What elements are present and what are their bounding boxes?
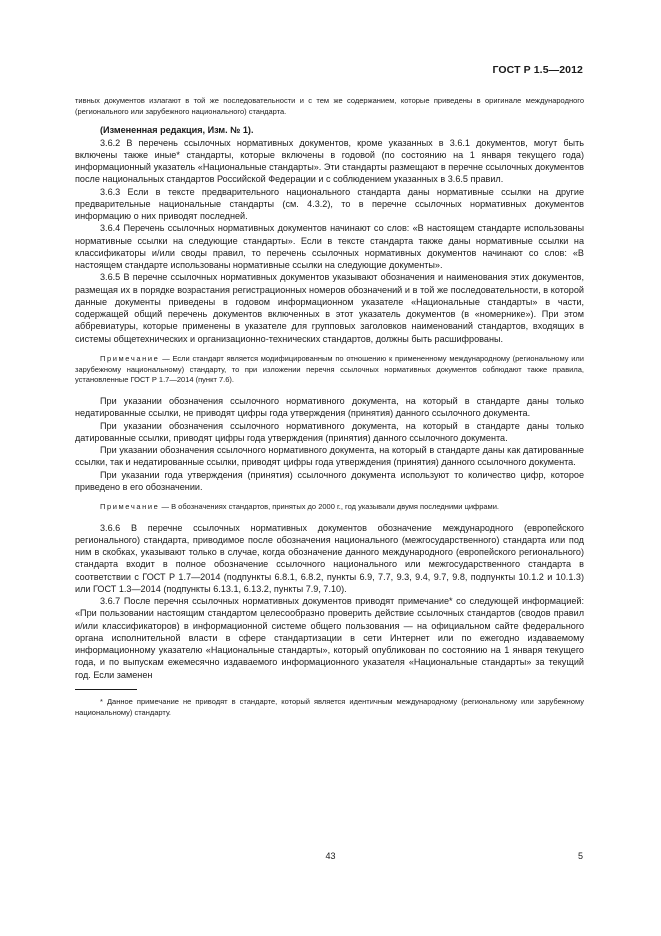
clause-3-6-2: 3.6.2 В перечень ссылочных нормативных документов, кроме указанных в 3.6.1 документов, могут быть включены также иные* стандарты, которые включены в годовой (по состоянию на 1 января текущего года) информационный указатель «Национальные стандарты». Эти стандарты размещают в перечне ссылочных документов после национальных стандартов Российской Федерации и с соблюдением указанных в 3.6.5 правил.: [75, 137, 584, 185]
note-modified-standard: [75, 354, 584, 386]
note-text: — Если стандарт является модифицированным по отношению к примененному международному (региональному или зарубежному национальному) стандарту, то при изложении перечня ссылочных нормативных документов соблюдают также правила, установленные ГОСТ Р 1.7—2014 (пункт 7.6).: [75, 353, 584, 385]
page-number-right: 5: [577, 851, 583, 861]
clause-3-6-7: 3.6.7 После перечня ссылочных нормативных документов приводят примечание* со следующей информацией: «При пользовании настоящим стандартом целесообразно проверить действие ссылочных стандартов (сводов правил и/или классификаторов) в информационной системе общего пользования — на официальном сайте федерального органа исполнительной власти в сфере стандартизации в сети Интернет или по ежегодно издаваемому информационному указателю «Национальные стандарты», который опубликован по состоянию на 1 января текущего года, и по выпускам ежемесячно издаваемого информационного указателя «Национальные стандарты» за текущий год. Если заменен: [75, 596, 584, 680]
paragraph-dated-refs: При указании обозначения ссылочного нормативного документа, на который в стандарте даны только датированные ссылки, приводят цифры года утверждения (принятия) данного ссылочного документа.: [75, 420, 584, 443]
footnote-divider: [75, 689, 137, 690]
clause-3-6-4: 3.6.4 Перечень ссылочных нормативных документов начинают со слов: «В настоящем стандарте использованы нормативные ссылки на следующие стандарты». Если в тексте стандарта также даны нормативные ссылки на классификаторы и/или своды правил, то перечень ссылочных нормативных документов начинают со слов: «В настоящем стандарте использованы нормативные ссылки на следующие документы».: [75, 223, 584, 271]
paragraph-continuation: тивных документов излагают в той же последовательности и с тем же содержанием, которые приведены в оригинале международного (регионального или зарубежного национального) стандарта.: [75, 96, 584, 116]
document-code: ГОСТ Р 1.5—2012: [492, 64, 583, 76]
note-text: — В обозначениях стандартов, принятых до 2000 г., год указывали двумя последними цифрами.: [161, 502, 499, 512]
footnote: * Данное примечание не приводят в стандарте, который является идентичным международному (региональному или зарубежному национальному) стандарту.: [75, 696, 584, 717]
main-text: [75, 96, 584, 718]
paragraph-undated-refs: При указании обозначения ссылочного нормативного документа, на который в стандарте даны только недатированные ссылки, не приводят цифры года утверждения (принятия) данного ссылочного документа.: [75, 396, 584, 419]
note-year-format: [75, 502, 584, 513]
clause-3-6-3: 3.6.3 Если в тексте предварительного национального стандарта даны нормативные ссылки на другие предварительные национальные стандарты (см. 4.3.2), то в перечне ссылочных нормативных документов информацию о них приводят последней.: [75, 186, 584, 222]
paragraph-year-digits: При указании года утверждения (принятия) ссылочного документа используют то количество цифр, которое приведено в его обозначении.: [75, 469, 584, 492]
note-label: Примечание: [100, 502, 160, 512]
note-label: Примечание: [100, 353, 160, 363]
clause-3-6-5: 3.6.5 В перечне ссылочных нормативных документов указывают обозначения и наименования этих документов, размещая их в порядке возрастания регистрационных номеров обозначений и в той же последовательности, в которой данные документы приведены в годовом информационном указателе «Национальные стандарты» в части, содержащей общий перечень документов включенных в этот указатель документов (в «номернике»). При этом аббревиатуры, которые применены в указателе для групповых заголовков наименований стандартов, входящих в системы общетехнических и организационно-технических стандартов, должны быть расшифрованы.: [75, 272, 584, 344]
clause-3-6-6: 3.6.6 В перечне ссылочных нормативных документов обозначение международного (европейского регионального) стандарта, приводимое после обозначения национального (межгосударственного) стандарта или под ним в скобках, указывают только в случае, когда обозначение данного международного (европейского регионального) стандарта входит в полное обозначение ссылочного национального или межгосударственного стандарта в соответствии с ГОСТ Р 1.7—2014 (подпункты 6.8.1, 6.8.2, пункты 6.9, 7.7, 9.3, 9.4, 9.7, 9.8, подпункты 10.1.2 и 10.1.3) или ГОСТ 1.3—2014 (подпункты 6.13.1, 6.13.2, пункты 7.9, 7.10).: [75, 522, 584, 594]
page-number-center: 43: [325, 851, 336, 861]
paragraph-mixed-refs: При указании обозначения ссылочного нормативного документа, на который в стандарте даны как датированные ссылки, так и недатированные ссылки, приводят цифры года утверждения (принятия) данного ссылочного документа.: [75, 445, 584, 468]
amendment-note: (Измененная редакция, Изм. № 1).: [100, 125, 254, 136]
